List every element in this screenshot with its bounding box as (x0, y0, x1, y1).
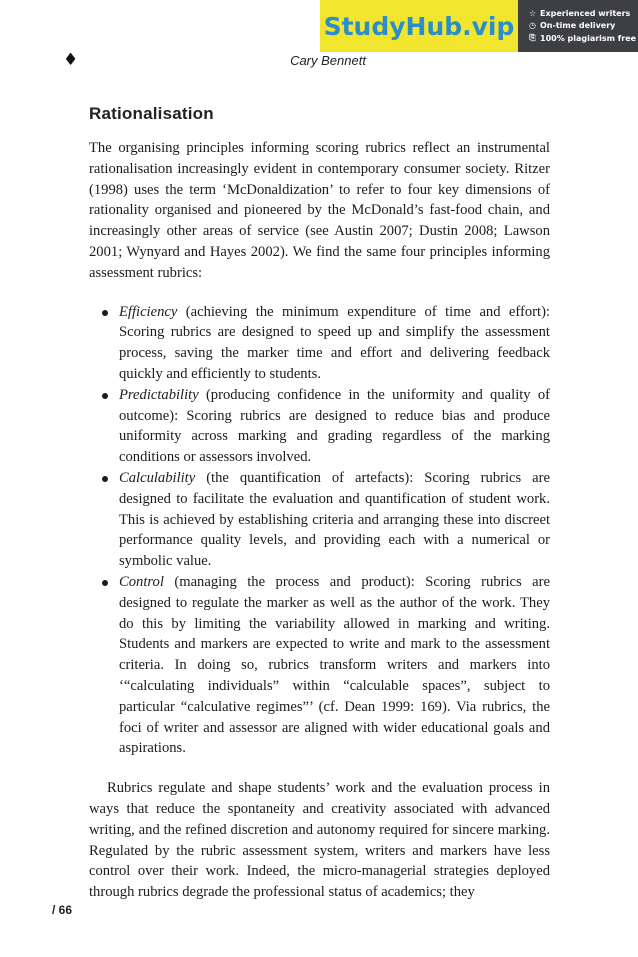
principles-list (89, 302, 550, 760)
feature-plagiarism-free (528, 33, 638, 43)
list-item-text: (the quantification of artefacts): Scoring rubrics are designed to facilitate the evaluation and quantification of student work. This is achieved by establishing criteria and arranging these into discreet performance quality levels, and providing each with a numerical or symbolic value. (119, 469, 550, 570)
feature-label: Experienced writers (540, 9, 631, 18)
clock-icon: ◷ (529, 21, 536, 30)
banner-features (518, 0, 638, 52)
list-item-term: Efficiency (119, 303, 178, 320)
feature-label: On-time delivery (540, 21, 616, 30)
running-head-author: Cary Bennett (290, 53, 366, 68)
intro-paragraph: The organising principles informing scoring rubrics reflect an instrumental rationalisation increasingly evident in contemporary consumer society. Ritzer (1998) uses the term ‘McDonaldization’ to refer to four key dimensions of rationality organised and pioneered by the McDonald’s fast-food chain, and increasingly other areas of service (see Austin 2007; Dustin 2008; Lawson 2001; Wynyard and Hayes 2002). We find the same four principles informing assessment rubrics: (89, 140, 550, 281)
list-item-text: (achieving the minimum expenditure of time and effort): Scoring rubrics are designed to speed up and simplify the assessment process, saving the marker time and effort and delivering feedback quickly and efficiently to students. (119, 303, 550, 382)
page-body (89, 104, 550, 903)
list-item-control (119, 572, 550, 759)
star-icon: ☆ (528, 9, 537, 18)
diamond-marker-icon: ♦ (63, 50, 79, 70)
section-heading: Rationalisation (89, 104, 214, 123)
feature-experienced-writers (528, 9, 638, 18)
list-item-term: Calculability (119, 469, 196, 486)
list-item-calculability (119, 468, 550, 572)
document-icon: ⎘ (529, 33, 536, 42)
list-item-term: Predictability (119, 386, 199, 403)
feature-label: 100% plagiarism free (540, 33, 637, 43)
list-item-term: Control (119, 573, 164, 590)
promo-banner[interactable] (320, 0, 638, 52)
bullet-icon (102, 476, 108, 482)
list-item-text: (managing the process and product): Scoring rubrics are designed to regulate the marker as well as the author of the work. They do this by limiting the variability allowed in marking and writing. Students and markers are expected to write and mark to the assessment criteria. In doing so, rubrics transform writers and markers into ‘“calculating individuals” within “calculable spaces”, subject to particular “calculative regimes”’ (cf. Dean 1999: 169). Via rubrics, the foci of writer and assessor are aligned with wider educational goals and aspirations. (119, 573, 550, 757)
feature-on-time-delivery (528, 21, 638, 30)
bullet-icon (102, 310, 108, 316)
page-number: / 66 (52, 903, 73, 917)
studyhub-logo[interactable]: StudyHub.vip (320, 0, 518, 52)
bullet-icon (102, 580, 108, 586)
list-item-predictability (119, 385, 550, 468)
list-item-efficiency (119, 302, 550, 385)
bullet-icon (102, 393, 108, 399)
list-item-text: (producing confidence in the uniformity and quality of outcome): Scoring rubrics are designed to reduce bias and produce uniformity across marking and grading regardless of the marking conditions or assessors involved. (119, 386, 550, 466)
closing-paragraph: Rubrics regulate and shape students’ work and the evaluation process in ways that reduce the spontaneity and creativity associated with advanced writing, and the refined discretion and autonomy required for sincere marking. Regulated by the rubric assessment system, writers and markers have less control over their work. Indeed, the micro-managerial strategies deployed through rubrics degrade the professional status of academics; they (89, 780, 550, 901)
